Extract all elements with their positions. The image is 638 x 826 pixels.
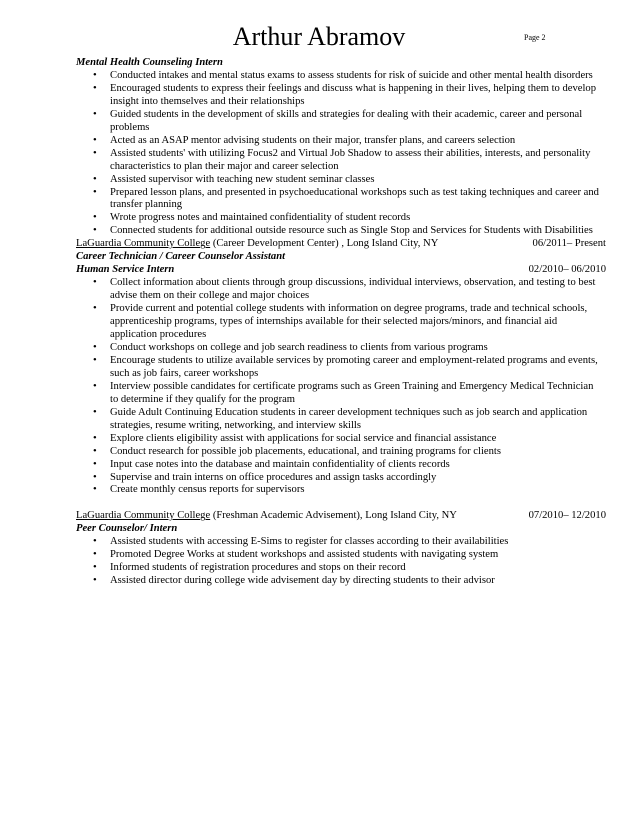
bullet-icon: • xyxy=(93,186,97,198)
human-service-title: Human Service Intern xyxy=(76,264,175,276)
bullet-text: Assisted students with accessing E-Sims to register for classes according to their availabilities xyxy=(110,536,509,548)
bullet-text: Conducted intakes and mental status exams to assess students for risk of suicide and other mental health disorders xyxy=(110,69,593,81)
list-item xyxy=(76,277,606,303)
bullet-icon: • xyxy=(93,69,97,81)
list-item xyxy=(76,549,606,562)
freshman-employer: LaGuardia Community College xyxy=(76,510,211,522)
list-item xyxy=(76,575,606,588)
human-service-row xyxy=(76,264,606,277)
bullet-icon: • xyxy=(93,380,97,392)
bullet-icon: • xyxy=(93,225,97,237)
list-item xyxy=(76,459,606,472)
career-center-employer-row xyxy=(76,238,606,251)
list-item xyxy=(76,212,606,225)
human-service-dates: 02/2010– 06/2010 xyxy=(528,264,606,276)
freshman-employer-row xyxy=(76,510,606,523)
list-item xyxy=(76,433,606,446)
bullet-icon: • xyxy=(93,432,97,444)
bullet-text: Provide current and potential college students with information on degree programs, trade and technical schools, apprenticeship programs, types of internships available for their selected majors/minors, and financial aid application procedures xyxy=(110,303,588,341)
bullet-text: Encourage students to utilize available services by promoting career and employment-related programs and events, such as job fairs, career workshops xyxy=(110,354,598,379)
list-item xyxy=(76,562,606,575)
bullet-text: Assisted director during college wide advisement day by directing students to their advisor xyxy=(110,575,495,587)
resume-content xyxy=(76,57,606,588)
list-item xyxy=(76,70,606,83)
bullet-text: Guided students in the development of skills and strategies for dealing with their academic, career and personal problems xyxy=(110,108,583,133)
list-item xyxy=(76,472,606,485)
bullet-text: Prepared lesson plans, and presented in psychoeducational workshops such as test taking techniques and career and transfer planning xyxy=(110,186,599,211)
career-center-role-title: Career Technician / Career Counselor Assistant xyxy=(76,251,286,263)
list-item xyxy=(76,484,606,497)
mental-health-bullets xyxy=(76,70,606,238)
career-center-employer-line xyxy=(76,238,438,251)
bullet-icon: • xyxy=(93,212,97,224)
bullet-text: Encouraged students to express their feelings and discuss what is happening in their lives, helping them to develop insight into themselves and their relationships xyxy=(110,82,597,107)
bullet-text: Create monthly census reports for supervisors xyxy=(110,484,305,496)
section-spacer xyxy=(76,497,606,510)
bullet-icon: • xyxy=(93,277,97,289)
bullet-icon: • xyxy=(93,575,97,587)
list-item xyxy=(76,407,606,433)
bullet-text: Conduct research for possible job placements, educational, and training programs for clients xyxy=(110,445,501,457)
career-center-employer-detail: (Career Development Center) , Long Island City, NY xyxy=(210,238,439,250)
list-item xyxy=(76,225,606,238)
list-item xyxy=(76,355,606,381)
bullet-icon: • xyxy=(93,147,97,159)
freshman-employer-detail: (Freshman Academic Advisement), Long Island City, NY xyxy=(210,510,457,522)
career-center-employer: LaGuardia Community College xyxy=(76,238,211,250)
list-item xyxy=(76,135,606,148)
list-item xyxy=(76,148,606,174)
bullet-icon: • xyxy=(93,406,97,418)
career-center-dates: 06/2011– Present xyxy=(532,238,606,250)
page-number: Page 2 xyxy=(524,33,546,42)
list-item xyxy=(76,187,606,213)
bullet-text: Informed students of registration procedures and stops on their record xyxy=(110,562,406,574)
freshman-role-title: Peer Counselor/ Intern xyxy=(76,523,178,535)
mental-health-title: Mental Health Counseling Intern xyxy=(76,57,223,68)
bullet-text: Input case notes into the database and maintain confidentiality of clients records xyxy=(110,458,450,470)
bullet-icon: • xyxy=(93,341,97,353)
bullet-text: Collect information about clients through group discussions, individual interviews, observation, and testing to best advise them on their college and major choices xyxy=(110,277,596,302)
bullet-text: Explore clients eligibility assist with applications for social service and financial assistance xyxy=(110,432,497,444)
bullet-text: Assisted supervisor with teaching new student seminar classes xyxy=(110,173,375,185)
bullet-icon: • xyxy=(93,354,97,366)
resume-name: Arthur Abramov xyxy=(232,22,406,51)
bullet-text: Interview possible candidates for certificate programs such as Green Training and Emergency Medical Technician to determine if they qualify for the program xyxy=(110,380,594,405)
list-item xyxy=(76,174,606,187)
bullet-text: Acted as an ASAP mentor advising students on their major, transfer plans, and careers selection xyxy=(110,134,516,146)
bullet-text: Supervise and train interns on office procedures and assign tasks accordingly xyxy=(110,471,437,483)
bullet-icon: • xyxy=(93,445,97,457)
bullet-icon: • xyxy=(93,458,97,470)
bullet-text: Promoted Degree Works at student workshops and assisted students with navigating system xyxy=(110,549,499,561)
bullet-icon: • xyxy=(93,484,97,496)
bullet-text: Conduct workshops on college and job search readiness to clients from various programs xyxy=(110,341,488,353)
list-item xyxy=(76,536,606,549)
freshman-employer-line xyxy=(76,510,457,523)
bullet-text: Guide Adult Continuing Education students in career development techniques such as job search and application strategies, resume writing, networking, and interview skills xyxy=(110,406,588,431)
bullet-icon: • xyxy=(93,134,97,146)
list-item xyxy=(76,342,606,355)
list-item xyxy=(76,83,606,109)
list-item xyxy=(76,109,606,135)
bullet-icon: • xyxy=(93,562,97,574)
freshman-dates: 07/2010– 12/2010 xyxy=(528,510,606,522)
bullet-text: Assisted students' with utilizing Focus2 and Virtual Job Shadow to assess their abilities, interests, and personality characteristics to plan their major and career selection xyxy=(110,147,591,172)
bullet-icon: • xyxy=(93,471,97,483)
career-center-bullets xyxy=(76,277,606,497)
bullet-icon: • xyxy=(93,303,97,315)
list-item xyxy=(76,446,606,459)
bullet-icon: • xyxy=(93,82,97,94)
bullet-text: Wrote progress notes and maintained confidentiality of student records xyxy=(110,212,411,224)
bullet-icon: • xyxy=(93,108,97,120)
bullet-icon: • xyxy=(93,549,97,561)
bullet-icon: • xyxy=(93,536,97,548)
list-item xyxy=(76,381,606,407)
list-item xyxy=(76,303,606,342)
bullet-text: Connected students for additional outside resource such as Single Stop and Services for Students with Disabilities xyxy=(110,225,593,237)
freshman-bullets xyxy=(76,536,606,588)
bullet-icon: • xyxy=(93,173,97,185)
